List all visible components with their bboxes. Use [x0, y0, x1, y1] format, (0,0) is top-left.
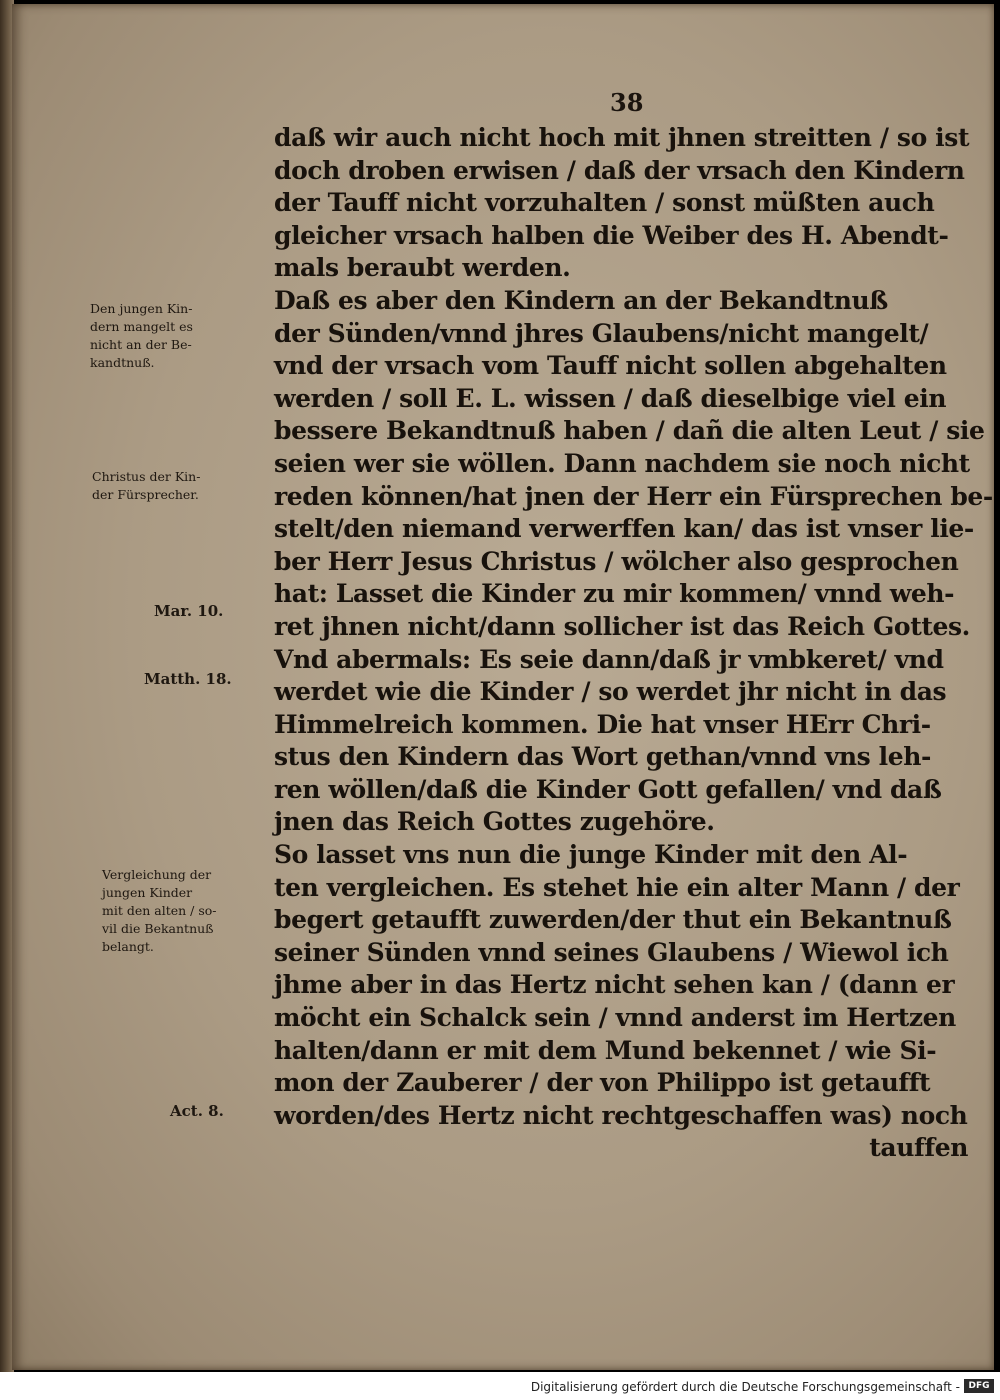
text-line: reden können/hat jnen der Herr ein Fürsprechen be- [274, 481, 993, 511]
digitization-footer [0, 1372, 1000, 1400]
text-line: seiner Sünden vnnd seines Glaubens / Wiewol ich [274, 937, 949, 967]
text-line: der Sünden/vnnd jhres Glaubens/nicht mangelt/ [274, 318, 929, 348]
text-line: vnd der vrsach vom Tauff nicht sollen abgehalten [274, 351, 947, 381]
text-line: gleicher vrsach halben die Weiber des H. Abendt- [274, 220, 949, 250]
text-line: Vnd abermals: Es seie dann/daß jr vmbkeret/ vnd [274, 644, 944, 674]
margin-note-reference-acts: Act. 8. [170, 1102, 224, 1120]
margin-note-children-confession: Den jungen Kin- dern mangelt es nicht an der Be- kandtnuß. [90, 301, 193, 370]
text-line: stus den Kindern das Wort gethan/vnnd vns leh- [274, 742, 931, 772]
text-line: begert getaufft zuwerden/der thut ein Bekantnuß [274, 905, 952, 935]
text-line: ten vergleichen. Es stehet hie ein alter Mann / der [274, 872, 960, 902]
dfg-logo: DFG [964, 1379, 994, 1393]
text-line: So lasset vns nun die junge Kinder mit den Al- [274, 840, 908, 870]
margin-note-reference-matth: Matth. 18. [144, 670, 232, 688]
text-line: werdet wie die Kinder / so werdet jhr nicht in das [274, 677, 947, 707]
text-line: stelt/den niemand verwerffen kan/ das ist vnser lie- [274, 514, 974, 544]
page-number: 38 [610, 88, 644, 117]
text-line: daß wir auch nicht hoch mit jhnen streitten / so ist [274, 123, 970, 152]
funding-credit: Digitalisierung gefördert durch die Deutsche Forschungsgemeinschaft - [530, 1380, 960, 1394]
margin-note-reference-mark: Mar. 10. [154, 602, 224, 620]
main-text-block [274, 122, 993, 1165]
text-line: mon der Zauberer / der von Philippo ist getaufft [274, 1068, 931, 1098]
text-line: werden / soll E. L. wissen / daß dieselbige viel ein [274, 383, 947, 413]
text-line: doch droben erwisen / daß der vrsach den Kindern [274, 155, 965, 185]
text-line: ber Herr Jesus Christus / wölcher also gesprochen [274, 546, 959, 576]
text-line: der Tauff nicht vorzuhalten / sonst müßten auch [274, 188, 935, 218]
margin-note-comparison: Vergleichung der jungen Kinder mit den alten / so- vil die Bekantnuß belangt. [102, 867, 217, 954]
text-line: jhme aber in das Hertz nicht sehen kan / (dann er [274, 970, 955, 1000]
text-line: halten/dann er mit dem Mund bekennet / wie Si- [274, 1035, 937, 1065]
text-line: Daß es aber den Kindern an der Bekandtnuß [274, 285, 888, 315]
text-line: bessere Bekandtnuß haben / dañ die alten Leut / sie [274, 416, 985, 446]
text-line: seien wer sie wöllen. Dann nachdem sie noch nicht [274, 448, 970, 478]
text-line: ren wöllen/daß die Kinder Gott gefallen/ vnd daß [274, 774, 942, 804]
margin-note-christ-advocate: Christus der Kin- der Fürsprecher. [92, 469, 201, 502]
text-line: ret jhnen nicht/dann sollicher ist das Reich Gottes. [274, 611, 970, 641]
catchword: tauffen [869, 1133, 968, 1163]
text-line: mals beraubt werden. [274, 253, 571, 283]
text-line: möcht ein Schalck sein / vnnd anderst im Hertzen [274, 1003, 956, 1033]
text-line: Himmelreich kommen. Die hat vnser HErr Chri- [274, 709, 931, 739]
text-line: hat: Lasset die Kinder zu mir kommen/ vnnd weh- [274, 579, 955, 609]
text-line: jnen das Reich Gottes zugehöre. [274, 807, 715, 837]
book-page [12, 4, 994, 1370]
text-line: worden/des Hertz nicht rechtgeschaffen was) noch [274, 1100, 968, 1130]
